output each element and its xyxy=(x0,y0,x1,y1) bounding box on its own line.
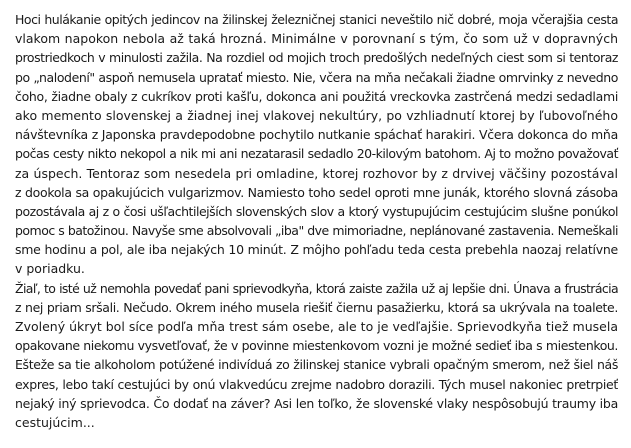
text-line: počas cesty nikto nekopol a nik mi ani nezatarasil sedadlo 20-kilovým batohom. Aj to možno považovať xyxy=(15,146,618,162)
text-line: expres, lebo takí cestujúci by onú vlakvedúcu zrejme nadobro dorazili. Tých musel nakoniec pretrpieť xyxy=(15,376,618,392)
text-line: Hoci hulákanie opitých jedincov na žilinskej železničnej stanici neveštilo nič dobré, moja včerajšia cesta xyxy=(15,12,618,27)
text-line: za úspech. Tentoraz som nesedela pri omladine, ktorej rozhovor by z drvivej väčšiny pozostával xyxy=(15,165,618,181)
text-line: po „nalodení" aspoň nemusela upratať miesto. Nie, včera na mňa nečakali žiadne omrvinky z nevedno xyxy=(15,69,618,85)
text-line: pozostávala aj z o čosi ušľachtilejších slovenských slov a ktorý vystupujúcim cestujúcim slušne ponúkol xyxy=(15,203,618,219)
text-line: ako memento slovenskej a žiadnej inej vlakovej nekultúry, po vzhliadnutí ktorej by ľubovoľného xyxy=(15,107,618,123)
text-line: prostriedkoch v minulosti zažila. Na rozdiel od mojich troch predošlých nedeľných ciest som si tentoraz xyxy=(15,50,618,66)
paragraph-2 xyxy=(15,279,618,433)
text-line: pomoc s batožinou. Navyše sme absolvovali „iba" dve mimoriadne, neplánované zastavenia. Nemeškali xyxy=(15,223,618,239)
text-line: cestujúcim... xyxy=(15,414,95,430)
text-line: čoho, žiadne obaly z cukríkov proti kašľu, dokonca ani použitá vreckovka zastrčená medzi sedadlami xyxy=(15,88,618,104)
document-body xyxy=(15,10,618,432)
text-line: z nej priam sršali. Nečudo. Okrem iného musela riešiť čiernu pasažierku, ktorá sa ukrývala na toalete. xyxy=(15,299,618,315)
text-line: vlakom napokon nebola až taká hrozná. Minimálne v porovnaní s tým, čo som už v dopravných xyxy=(15,31,618,47)
text-line: Žiaľ, to isté už nemohla povedať pani sprievodkyňa, ktorá zaiste zažila už aj lepšie dni. Únava a frustrácia xyxy=(15,280,618,296)
text-line: návštevníka z Japonska pravdepodobne pochytilo nutkanie spáchať harakiri. Včera dokonca do mňa xyxy=(15,127,618,143)
text-line: Ešteže sa tie alkoholom potúžené indivíduá zo žilinskej stanice vybrali opačným smerom, než šiel náš xyxy=(15,357,618,373)
text-line: opakovane niekomu vysvetľovať, že v povinne miestenkovom vozni je možné sedieť iba s miestenkou. xyxy=(15,338,618,354)
paragraph-1 xyxy=(15,10,618,279)
text-line: sme hodinu a pol, ale iba nejakých 10 minút. Z môjho pohľadu teda cesta prebehla naozaj relatívne xyxy=(15,242,618,258)
text-line: z dookola sa opakujúcich vulgarizmov. Namiesto toho sedel oproti mne junák, ktorého slovná zásoba xyxy=(15,184,618,200)
text-line: v poriadku. xyxy=(15,261,85,277)
text-line: nejaký iný sprievodca. Čo dodať na záver? Asi len toľko, že slovenské vlaky nespôsobujú traumy iba xyxy=(15,395,618,411)
text-line: Zvolený úkryt bol síce podľa mňa trest sám osebe, ale to je vedľajšie. Sprievodkyňa tiež musela xyxy=(15,319,618,334)
